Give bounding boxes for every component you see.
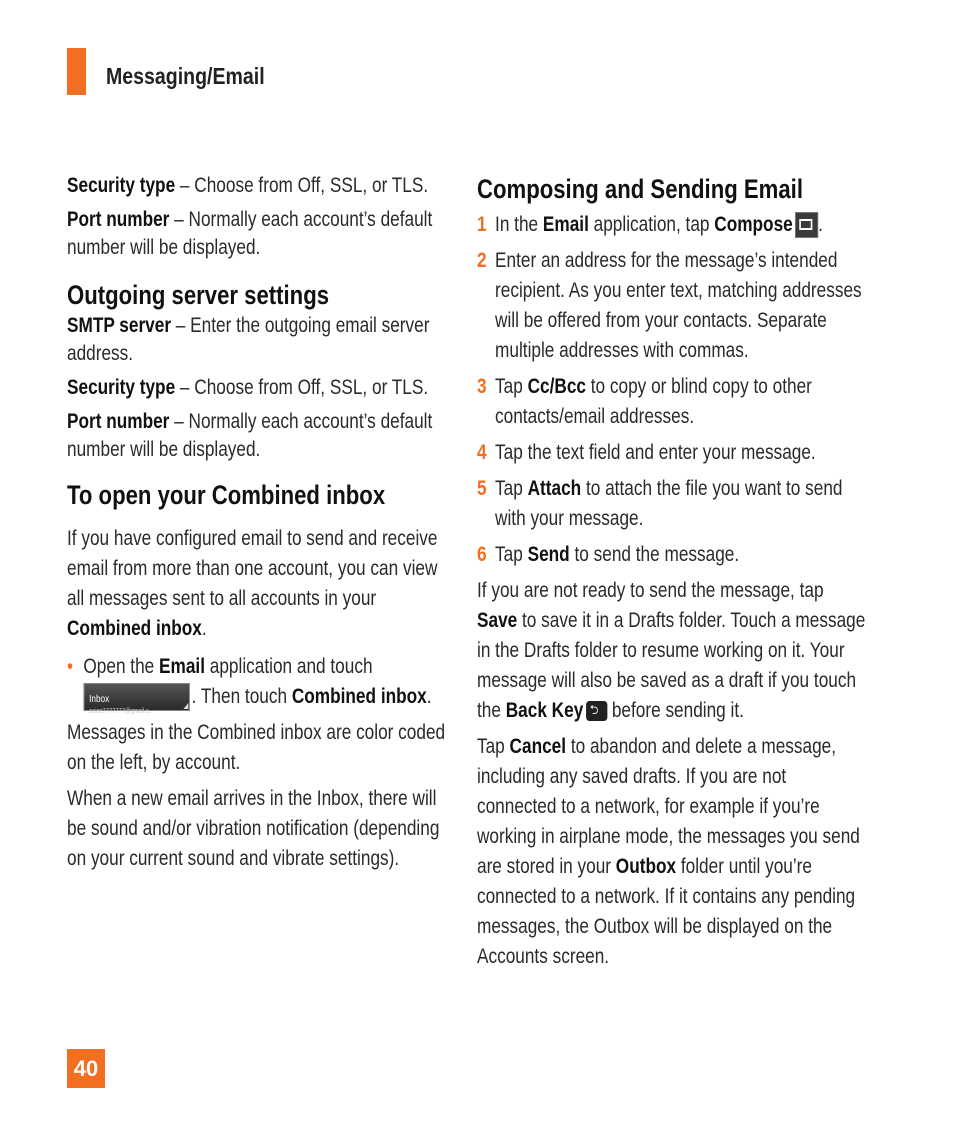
step-6 [477, 540, 867, 570]
text: before sending it. [607, 699, 744, 722]
step-number: 1 [477, 213, 487, 236]
bold-text: Outbox [615, 855, 677, 878]
text: to save it in a Drafts folder. Touch a message in the Drafts folder to resume working on it. Your message will also be saved as a draft if you touch the [477, 609, 866, 722]
cancel-note [477, 732, 867, 972]
port-number-item [67, 408, 452, 464]
step-number: 3 [477, 375, 487, 398]
definition: – Choose from Off, SSL, or TLS. [175, 174, 429, 197]
definition: – Normally each account’s default number will be displayed. [67, 208, 433, 259]
text: to send the message. [569, 543, 740, 566]
color-coded-note: Messages in the Combined inbox are color coded on the left, by account. [67, 721, 446, 774]
term: Security type [67, 376, 176, 399]
text: folder until you’re connected to a network. If it contains any pending messages, the Outbox will be displayed on the Accounts screen. [477, 855, 856, 968]
text: Tap the text field and enter your message. [495, 441, 816, 464]
text: Tap [495, 375, 528, 398]
combined-intro [67, 524, 452, 644]
text: . [426, 685, 432, 708]
text: . Then touch [191, 685, 292, 708]
term: Security type [67, 174, 176, 197]
corner-icon [183, 703, 188, 709]
left-column [67, 172, 452, 880]
text: to copy or blind copy to other contacts/email addresses. [495, 375, 812, 428]
section-title: Messaging/Email [106, 63, 265, 89]
term: SMTP server [67, 314, 172, 337]
text: Open the [83, 655, 160, 678]
bold-text: Cancel [509, 735, 567, 758]
bold-text: Compose [714, 213, 793, 236]
new-email-note: When a new email arrives in the Inbox, there will be sound and/or vibration notification (depending on your current sound and vibrate settings). [67, 787, 440, 870]
text: . [818, 213, 823, 236]
text: Tap [495, 477, 528, 500]
step-number: 2 [477, 249, 487, 272]
bold-text: Email [542, 213, 589, 236]
text: application and touch [204, 655, 373, 678]
definition: – Enter the outgoing email server address. [67, 314, 430, 365]
bold-text: Combined inbox [291, 685, 427, 708]
outgoing-server-heading: Outgoing server settings [67, 280, 330, 310]
port-number-item [67, 206, 452, 262]
text: application, tap [588, 213, 715, 236]
text: If you have configured email to send and receive email from more than one account, you can view all messages sent to all accounts in your [67, 527, 438, 610]
step-2 [477, 246, 867, 366]
bold-text: Email [159, 655, 205, 678]
definition: – Normally each account’s default number will be displayed. [67, 410, 433, 461]
step-number: 4 [477, 441, 487, 464]
bold-text: Save [477, 609, 518, 632]
composing-heading: Composing and Sending Email [477, 174, 803, 204]
step-number: 6 [477, 543, 487, 566]
inbox-label: Inbox [89, 694, 110, 706]
step-4 [477, 438, 867, 468]
step-1 [477, 210, 867, 240]
text: Tap [495, 543, 528, 566]
bold-text: Cc/Bcc [527, 375, 586, 398]
definition: – Choose from Off, SSL, or TLS. [175, 376, 429, 399]
text: Enter an address for the message’s intended recipient. As you enter text, matching addresses will be offered from your contacts. Separate multiple addresses with commas. [495, 249, 862, 362]
inbox-button-icon [83, 683, 190, 716]
step-number: 5 [477, 477, 487, 500]
text: Tap [477, 735, 510, 758]
combined-inbox-heading: To open your Combined inbox [67, 480, 386, 510]
text: In the [495, 213, 543, 236]
header-accent-bar [67, 48, 86, 95]
save-draft-note [477, 576, 867, 726]
text: . [201, 617, 207, 640]
text: If you are not ready to send the message, tap [477, 579, 824, 602]
term: Port number [67, 410, 170, 433]
bullet-icon: • [67, 655, 74, 678]
inbox-account: aciac7777777@gmail.c... [89, 708, 154, 716]
bold-text: Send [527, 543, 570, 566]
bold-text: Attach [527, 477, 582, 500]
compose-icon [795, 212, 818, 238]
security-type-item [67, 374, 452, 402]
bold-text: Back Key [505, 699, 584, 722]
security-type-item [67, 172, 452, 200]
back-key-icon: ⮌ [586, 701, 607, 721]
right-column [477, 172, 867, 978]
text: to attach the file you want to send with your message. [495, 477, 843, 530]
page-number: 40 [67, 1049, 105, 1088]
step-5 [477, 474, 867, 534]
step-3 [477, 372, 867, 432]
smtp-server-item [67, 312, 452, 368]
term: Port number [67, 208, 170, 231]
text: to abandon and delete a message, including any saved drafts. If you are not connected to a network, for example if you’re working in airplane mode, the messages you send are stored in your [477, 735, 860, 878]
bullet-item [67, 652, 452, 716]
bold-text: Combined inbox [67, 617, 202, 640]
